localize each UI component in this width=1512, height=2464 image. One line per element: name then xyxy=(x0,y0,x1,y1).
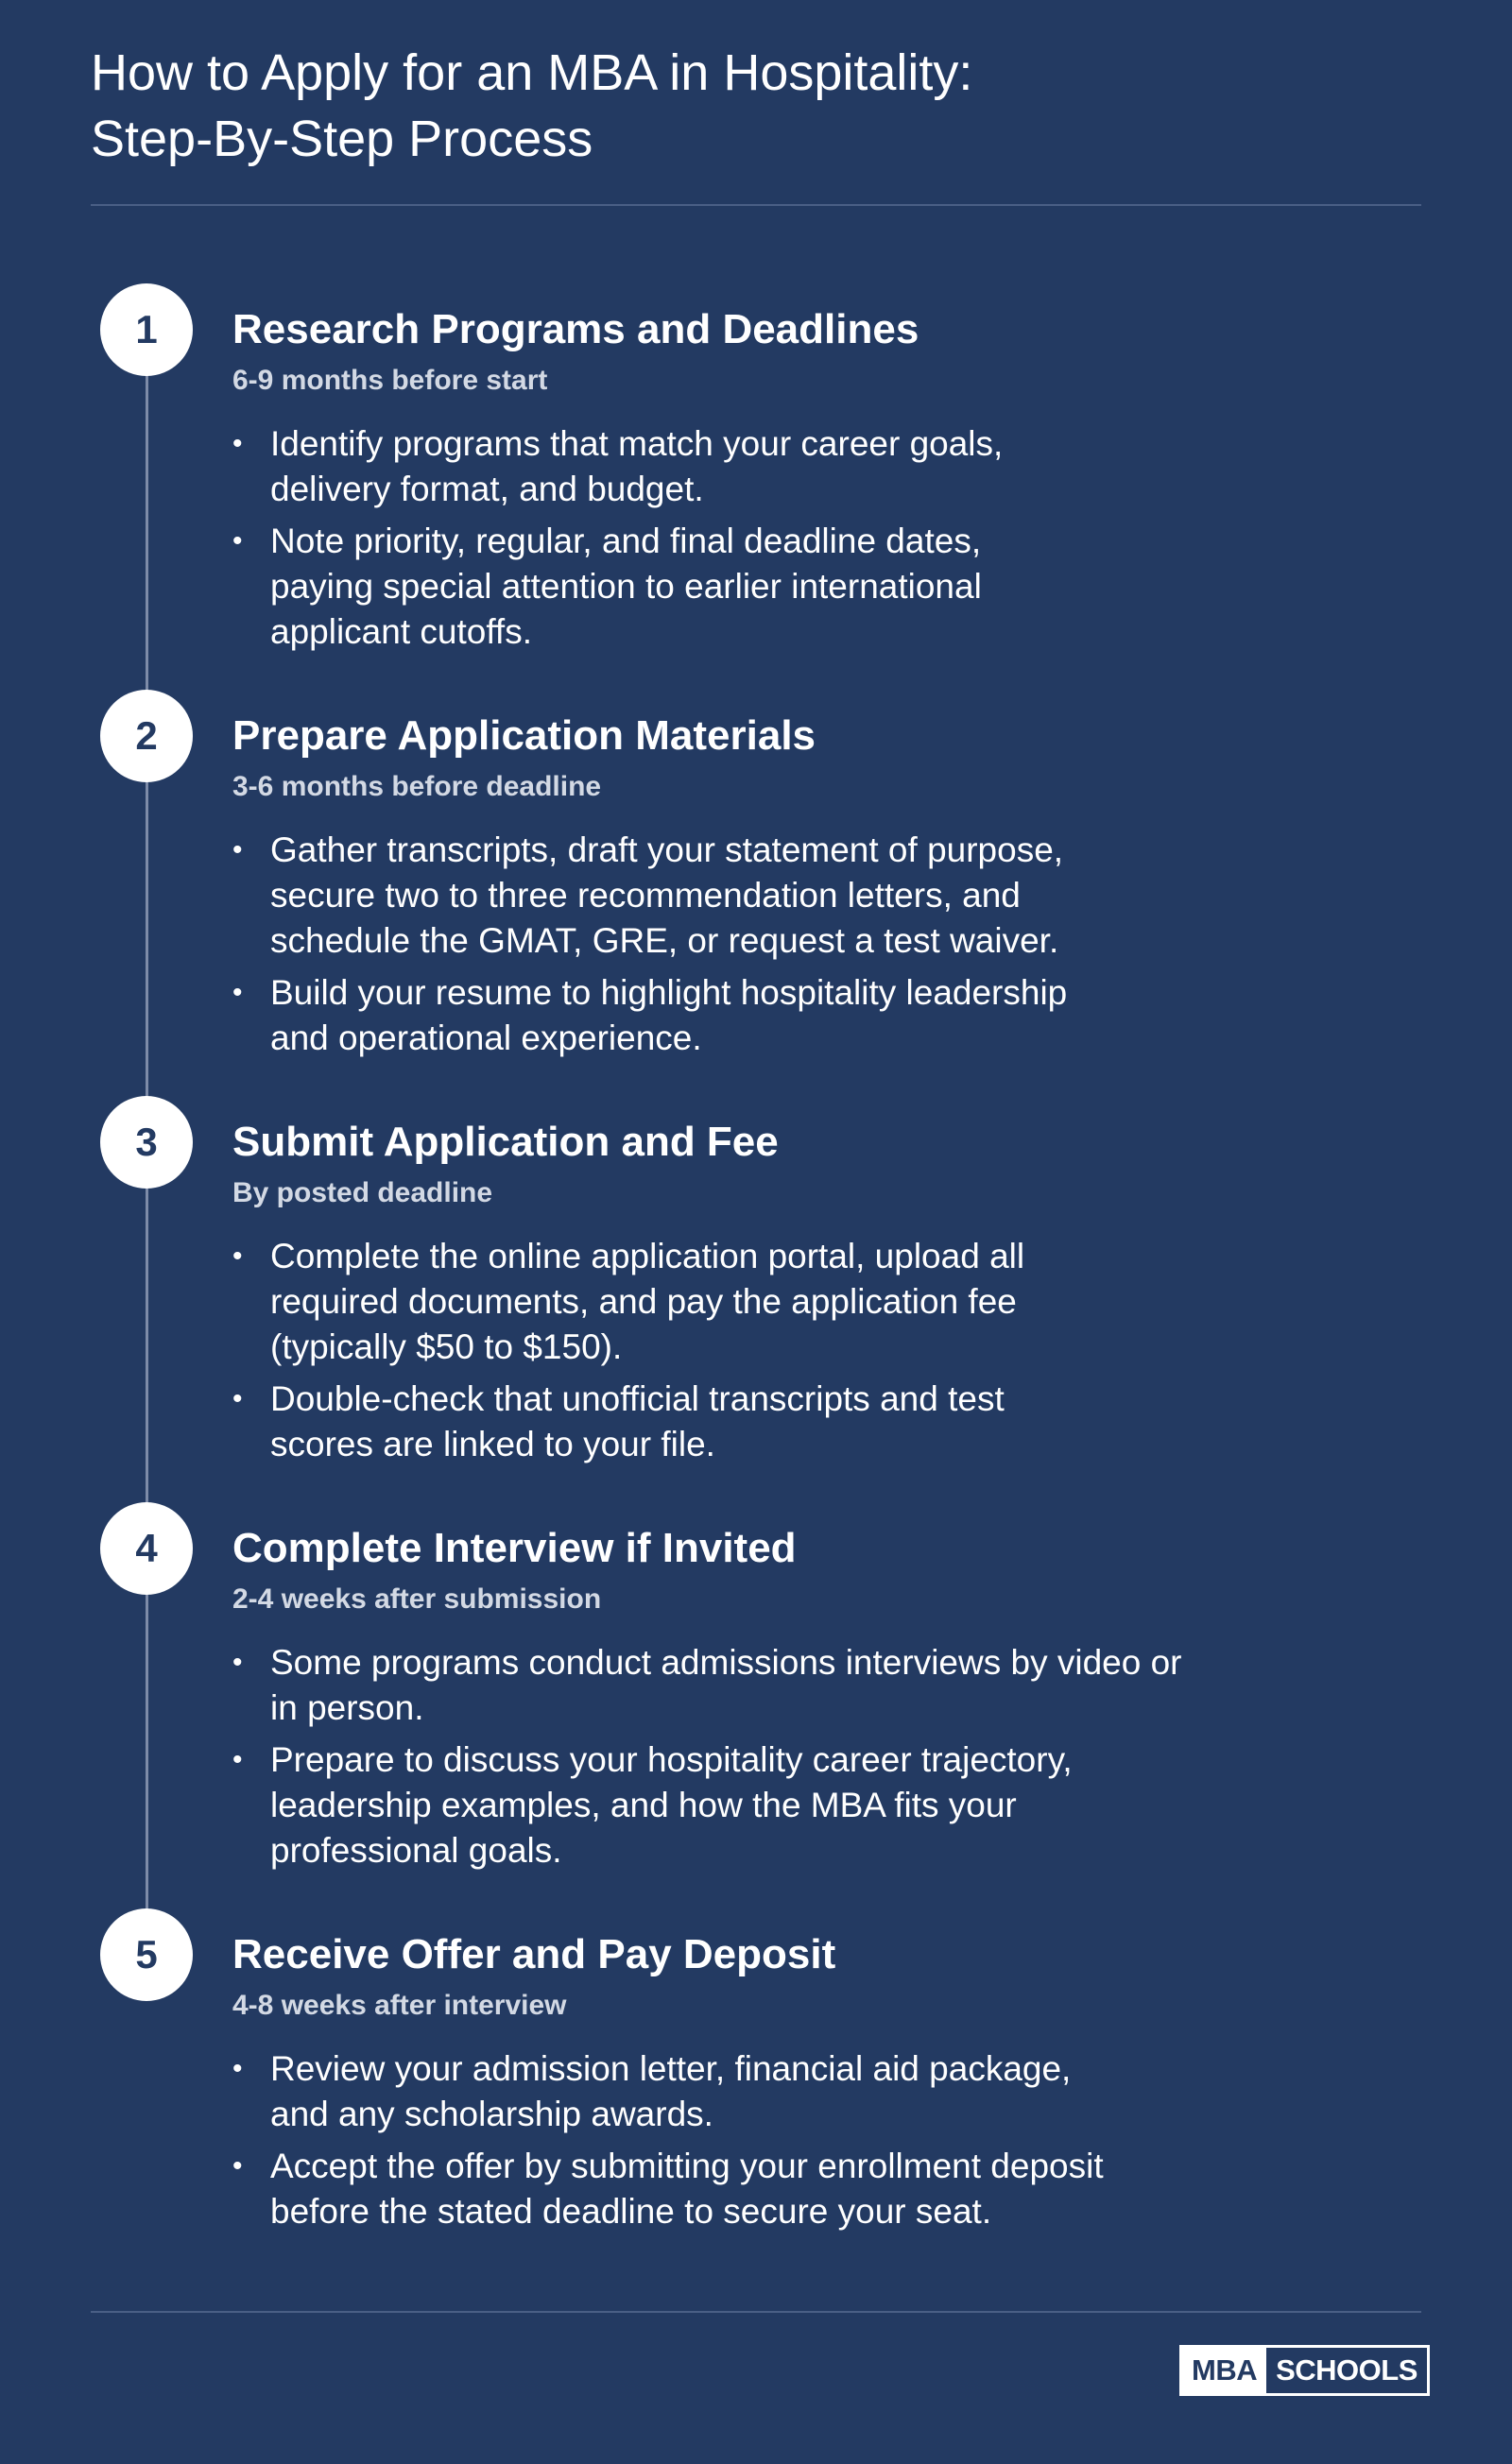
step-bullet-list xyxy=(232,1234,1272,1474)
bullet-icon: • xyxy=(232,1744,243,1775)
page-title-line-1: How to Apply for an MBA in Hospitality: xyxy=(91,44,973,101)
bullet-text: Accept the offer by submitting your enrollment deposit before the stated deadline to secure your seat. xyxy=(270,2147,1104,2231)
bullet-text: Complete the online application portal, upload all required documents, and pay the application fee (typically $50 to $150). xyxy=(270,1237,1025,1366)
step-title: Research Programs and Deadlines xyxy=(232,306,919,352)
step-title: Receive Offer and Pay Deposit xyxy=(232,1931,836,1977)
logo-schools-text: SCHOOLS xyxy=(1276,2353,1418,2387)
step-timing: 6-9 months before start xyxy=(232,365,548,396)
step-title: Complete Interview if Invited xyxy=(232,1525,797,1571)
step-number-badge: 2 xyxy=(100,690,193,782)
mba-schools-logo xyxy=(1179,2345,1430,2396)
bullet-text: Prepare to discuss your hospitality career trajectory, leadership examples, and how the MBA fits your professional goals. xyxy=(270,1740,1073,1870)
step-bullet-list xyxy=(232,1640,1272,1880)
top-divider xyxy=(91,204,1421,206)
bullet-icon: • xyxy=(232,1383,243,1414)
bullet-text: Some programs conduct admissions interviews by video or in person. xyxy=(270,1643,1182,1727)
step-bullet-list xyxy=(232,421,1272,661)
bullet-text: Double-check that unofficial transcripts and test scores are linked to your file. xyxy=(270,1379,1005,1463)
page-title xyxy=(91,40,1319,172)
step-timing: 2-4 weeks after submission xyxy=(232,1583,602,1615)
page-title-line-2: Step-By-Step Process xyxy=(91,111,593,167)
bullet-item xyxy=(232,970,1272,1061)
step-number-badge: 5 xyxy=(100,1908,193,2001)
bullet-text: Review your admission letter, financial aid package, and any scholarship awards. xyxy=(270,2049,1072,2133)
bullet-item xyxy=(232,2144,1272,2234)
bullet-text: Gather transcripts, draft your statement of purpose, secure two to three recommendation letters, and schedule the GMAT, GRE, or request a test waiver. xyxy=(270,830,1064,960)
bullet-text: Build your resume to highlight hospitality leadership and operational experience. xyxy=(270,973,1068,1057)
step-number-badge: 4 xyxy=(100,1502,193,1595)
bullet-item xyxy=(232,1640,1272,1731)
step-title: Submit Application and Fee xyxy=(232,1119,779,1165)
bullet-icon: • xyxy=(232,977,243,1008)
bullet-icon: • xyxy=(232,2150,243,2182)
bullet-item xyxy=(232,828,1272,964)
bullet-item xyxy=(232,421,1272,512)
bullet-icon: • xyxy=(232,525,243,556)
bullet-item xyxy=(232,519,1272,655)
logo-mba-text: MBA xyxy=(1182,2348,1266,2393)
bullet-icon: • xyxy=(232,428,243,459)
step-bullet-list xyxy=(232,828,1272,1068)
bullet-text: Identify programs that match your career goals, delivery format, and budget. xyxy=(270,424,1004,508)
bullet-item xyxy=(232,1377,1272,1467)
bottom-divider xyxy=(91,2311,1421,2313)
bullet-icon: • xyxy=(232,1647,243,1678)
step-timing: By posted deadline xyxy=(232,1177,493,1208)
bullet-icon: • xyxy=(232,2053,243,2084)
bullet-item xyxy=(232,1737,1272,1874)
step-title: Prepare Application Materials xyxy=(232,712,816,759)
bullet-text: Note priority, regular, and final deadline dates, paying special attention to earlier international applicant cutoffs. xyxy=(270,522,982,651)
bullet-icon: • xyxy=(232,834,243,865)
step-number-badge: 3 xyxy=(100,1096,193,1189)
bullet-item xyxy=(232,2046,1272,2137)
step-timing: 3-6 months before deadline xyxy=(232,771,602,802)
step-timing: 4-8 weeks after interview xyxy=(232,1990,567,2021)
step-bullet-list xyxy=(232,2046,1272,2241)
bullet-item xyxy=(232,1234,1272,1370)
step-number-badge: 1 xyxy=(100,283,193,376)
bullet-icon: • xyxy=(232,1241,243,1272)
